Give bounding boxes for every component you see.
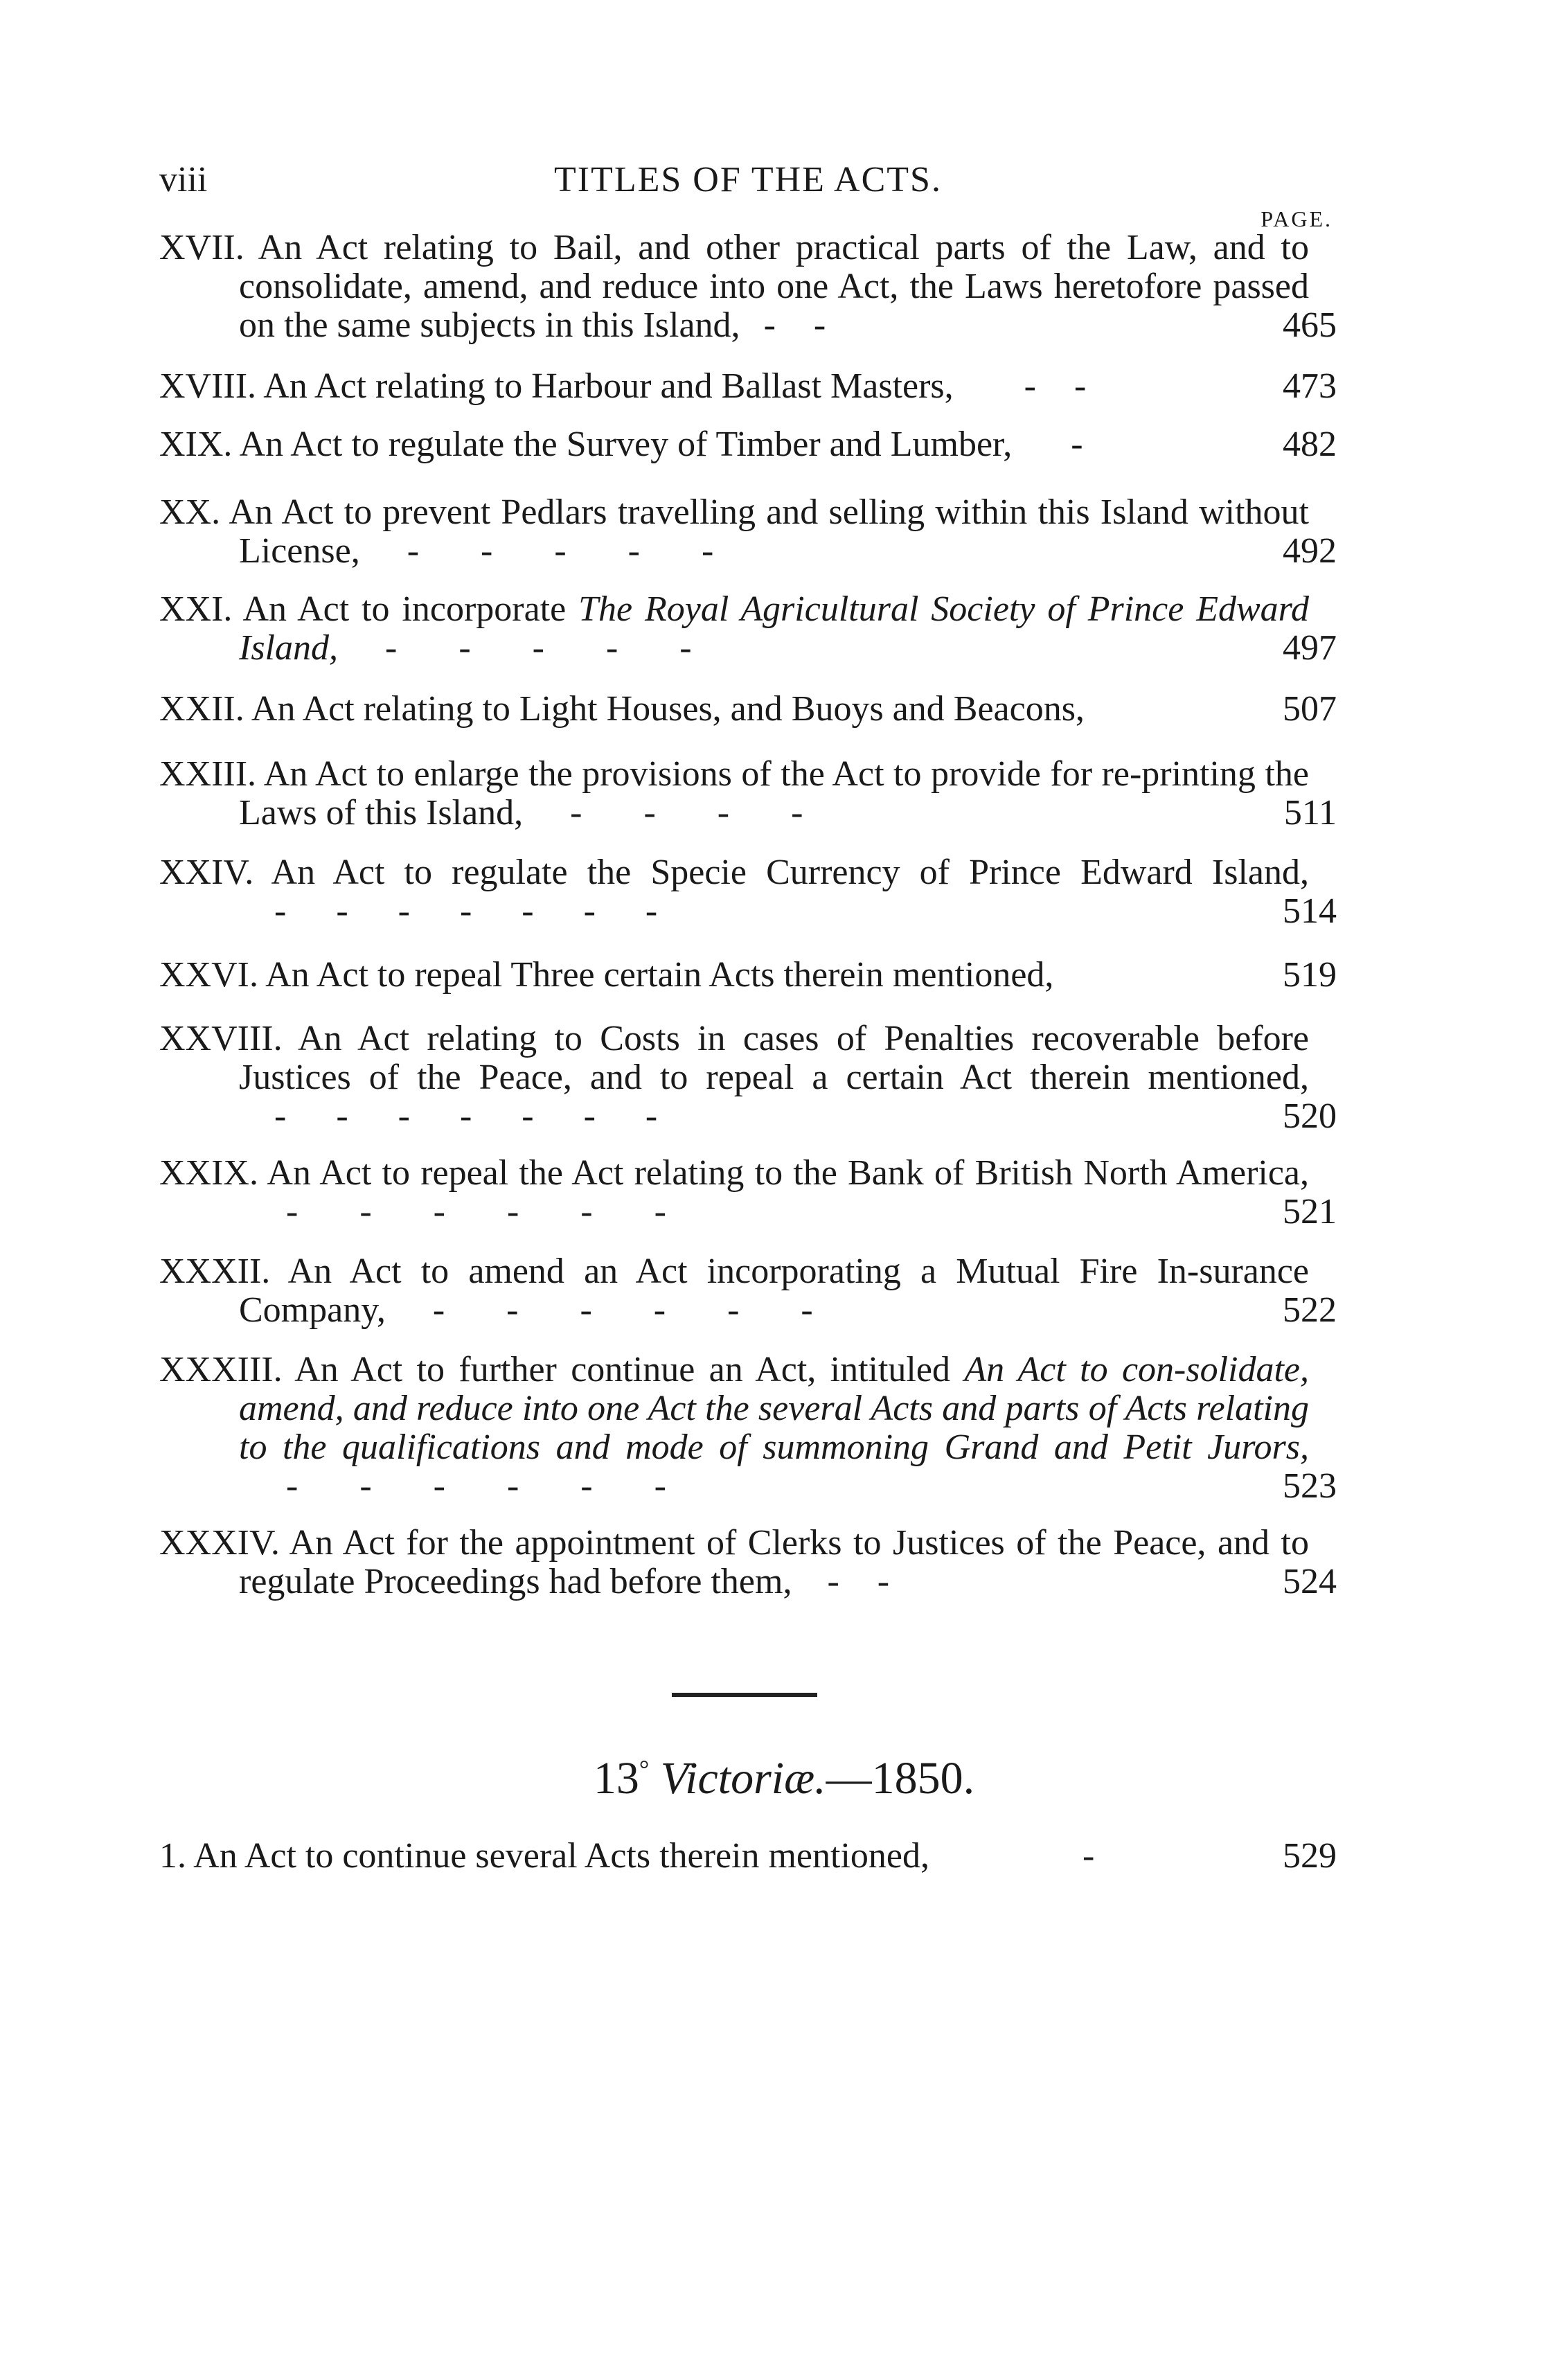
act-entry-xxvi (159, 956, 1337, 995)
act-title: An Act to continue several Acts therein mentioned, (193, 1836, 929, 1876)
act-title: An Act relating to Light Houses, and Buoys and Beacons, (251, 689, 1085, 729)
act-title: An Act to amend an Act incorporating a Mutual Fire In-surance Company, (239, 1252, 1309, 1330)
dot-leader: - - - - - - (239, 1192, 669, 1231)
act-number: XXXIV. (159, 1523, 280, 1563)
act-number: XXI. (159, 589, 233, 629)
page-number: 529 (1283, 1836, 1337, 1876)
act-entry-xxxiv (159, 1524, 1337, 1601)
act-number: XVIII. (159, 366, 257, 406)
act-title-italic: The Royal Agricultural Society of Prince Edward Island, (239, 589, 1309, 668)
page-number: 521 (1283, 1192, 1337, 1231)
dot-leader: - - (792, 1562, 893, 1601)
act-title: An Act to enlarge the provisions of the Act to provide for re-printing the Laws of this Island, (239, 754, 1309, 833)
page-column-heading: PAGE. (1260, 206, 1333, 231)
act-entry-xvii (159, 229, 1337, 345)
dot-leader: - - - - - - (385, 1290, 816, 1330)
dot-leader: - - - - - (359, 531, 717, 571)
dot-leader: - - - - - - - (239, 891, 661, 931)
act-number: XXXII. (159, 1252, 271, 1291)
act-number: XIX. (159, 425, 233, 464)
act-title: An Act relating to Bail, and other practical parts of the Law, and to consolidate, amend, and reduce into one Act, the Laws heretofore passed on the same subjects in this Island, (239, 228, 1309, 345)
dot-leader: - - (740, 305, 829, 345)
page-number: 523 (1283, 1466, 1337, 1506)
dot-leader: - - (953, 366, 1089, 406)
act-title: An Act for the appointment of Clerks to Justices of the Peace, and to regulate Proceedings had before them, (239, 1523, 1309, 1601)
act-number: XXIX. (159, 1153, 258, 1193)
dot-leader: - (1012, 425, 1086, 464)
page-number: 507 (1283, 689, 1337, 729)
act-title: An Act to regulate the Specie Currency of Prince Edward Island, (271, 853, 1309, 892)
act-entry-xxxii (159, 1252, 1337, 1330)
act-entry-xxiii (159, 755, 1337, 833)
act-title: An Act to further continue an Act, intituled (294, 1350, 965, 1389)
page-number: 492 (1283, 531, 1337, 571)
act-entry-xviii (159, 367, 1337, 406)
page-number: 519 (1283, 955, 1337, 995)
act-number: XXVIII. (159, 1019, 283, 1058)
act-title: An Act to repeal the Act relating to the Bank of British North America, (267, 1153, 1309, 1193)
page-number: 497 (1283, 628, 1337, 668)
regnal-year: 13 (593, 1753, 639, 1804)
act-number: XXVI. (159, 955, 258, 995)
dot-leader: - - - - - - (239, 1466, 669, 1506)
act-entry-xxii (159, 690, 1337, 729)
page-number: 473 (1283, 366, 1337, 406)
act-number: XXXIII. (159, 1350, 283, 1389)
dot-leader: - (929, 1836, 1098, 1876)
act-title: An Act to prevent Pedlars travelling and selling within this Island without License, (229, 492, 1309, 571)
running-title: TITLES OF THE ACTS. (554, 160, 942, 199)
act-entry-xxiv (159, 853, 1337, 931)
page-number: 511 (1283, 793, 1337, 833)
folio: viii (159, 160, 208, 199)
page-number: 482 (1283, 425, 1337, 464)
act-entry-xx (159, 493, 1337, 571)
act-entry-xxi (159, 590, 1337, 668)
act-title: An Act to regulate the Survey of Timber and Lumber, (239, 425, 1013, 464)
reign-name: Victoriæ. (660, 1753, 826, 1804)
dot-leader: - - - - - (338, 628, 695, 668)
act-entry-xxviii (159, 1020, 1337, 1136)
act-number: XXII. (159, 689, 244, 729)
section-divider (672, 1693, 817, 1697)
act-title: An Act relating to Harbour and Ballast Masters, (263, 366, 954, 406)
page-number: 514 (1283, 891, 1337, 931)
page-number: 522 (1283, 1290, 1337, 1330)
page-number: 520 (1283, 1096, 1337, 1136)
section-year: —1850. (826, 1753, 975, 1804)
page-number: 465 (1283, 305, 1337, 345)
dot-leader: - - - - (523, 793, 806, 833)
act-entry-xxxiii (159, 1351, 1337, 1506)
act-entry-1850-1 (159, 1837, 1337, 1876)
act-number: XXIV. (159, 853, 254, 892)
dot-leader: - - - - - - - (239, 1096, 661, 1136)
degree-mark: ° (639, 1755, 650, 1783)
act-title: An Act relating to Costs in cases of Penalties recoverable before Justices of the Peace, and to repeal a certain Act therein mentioned, (239, 1019, 1309, 1097)
act-title: An Act to repeal Three certain Acts therein mentioned, (265, 955, 1054, 995)
act-title-italic: An Act to con-solidate, amend, and reduce into one Act the several Acts and parts of Acts relating to the qualifications and mode of summoning Grand and Petit Jurors, (239, 1350, 1309, 1467)
act-number: XXIII. (159, 754, 257, 794)
section-heading (0, 1752, 1568, 1805)
page-header (159, 159, 1337, 208)
act-number: 1. (159, 1836, 186, 1876)
act-number: XVII. (159, 228, 244, 267)
act-entry-xix (159, 425, 1337, 464)
page-number: 524 (1283, 1562, 1337, 1601)
act-entry-xxix (159, 1154, 1337, 1231)
act-number: XX. (159, 492, 221, 532)
act-title: An Act to incorporate (242, 589, 579, 629)
